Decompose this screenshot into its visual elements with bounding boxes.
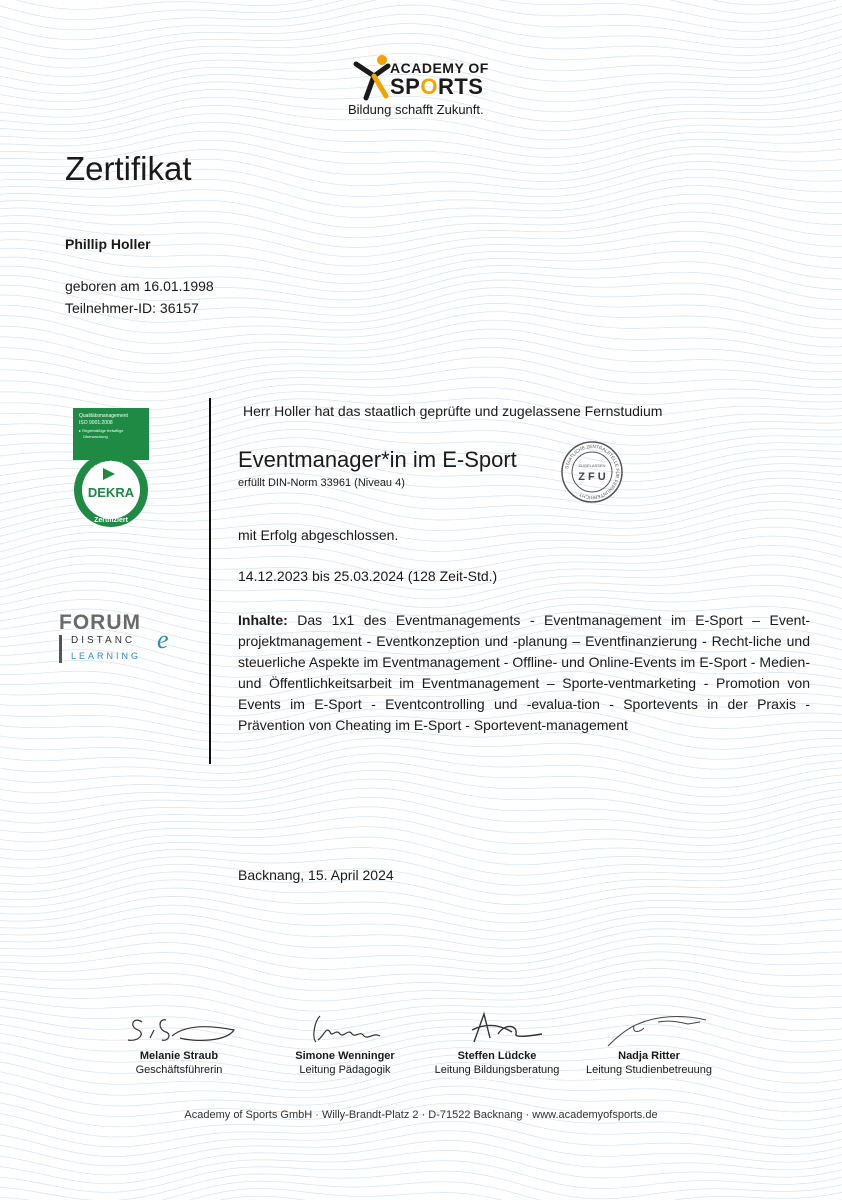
wave-line: [0, 1131, 842, 1166]
dekra-monitoring-label: ▸ Regelmäßige freiwillige: [79, 428, 124, 433]
handwritten-signature: [432, 1008, 562, 1048]
signature-block: [422, 1008, 572, 1076]
wave-line: [0, 738, 842, 769]
signatory-name: Steffen Lüdcke: [457, 1050, 537, 1062]
dekra-brand-text: DEKRA: [87, 485, 135, 500]
recipient-birthdate: geboren am 16.01.1998: [65, 278, 214, 294]
handwritten-signature: [114, 1008, 244, 1048]
signatory-role: Leitung Studienbetreuung: [586, 1064, 712, 1076]
logo-sports-part1: SP: [390, 74, 421, 99]
wave-line: [0, 348, 842, 383]
forum-learning-text: LEARNING: [71, 651, 142, 661]
wave-line: [0, 779, 842, 814]
success-text: mit Erfolg abgeschlossen.: [238, 527, 399, 543]
logo-sports-o: O: [420, 74, 438, 99]
forum-text: FORUM: [59, 611, 141, 634]
logo-line-academy: ACADEMY OF: [390, 60, 489, 76]
course-period: 14.12.2023 bis 25.03.2024 (128 Zeit-Std.): [238, 568, 498, 584]
wave-line: [0, 186, 842, 218]
forum-bar: [59, 635, 62, 663]
wave-line: [0, 1140, 842, 1175]
zfu-stamp-icon: [560, 440, 624, 504]
wave-line: [0, 1181, 842, 1200]
wave-line: [0, 0, 842, 5]
wave-line: [0, 194, 842, 228]
zfu-ring-text: STAATLICHE ZENTRALSTELLE FÜR FERNUNTERRICHT: [564, 443, 621, 501]
wave-line: [0, 914, 842, 948]
signatory-name: Nadja Ritter: [618, 1050, 680, 1062]
signature-block: [574, 1008, 724, 1076]
handwritten-signature: [584, 1008, 714, 1048]
wave-line: [0, 0, 842, 14]
signature-block: [270, 1008, 420, 1076]
logo-line-sports: [390, 74, 483, 100]
dekra-certified-text: Zertifiziert: [94, 517, 128, 524]
signatory-name: Simone Wenninger: [295, 1050, 395, 1062]
course-name: Eventmanager*in im E-Sport: [238, 447, 517, 472]
dekra-ring-text: DEKRA Certificate: [89, 459, 133, 474]
certificate-title: Zertifikat: [65, 150, 192, 187]
dekra-quality-label: Qualitätsmanagement: [79, 413, 128, 419]
wave-line: [0, 834, 842, 868]
signatory-role: Leitung Pädagogik: [299, 1064, 391, 1076]
dekra-certification-seal: [73, 408, 149, 532]
zfu-letters: Z F U: [578, 471, 606, 483]
dekra-monitoring-label-2: Überwachung: [83, 434, 108, 439]
wave-line: [0, 923, 842, 956]
din-norm-text: erfüllt DIN-Norm 33961 (Niveau 4): [238, 477, 405, 489]
signatory-role: Geschäftsführerin: [135, 1064, 223, 1076]
wave-line: [0, 536, 842, 571]
course-contents: [238, 610, 810, 736]
wave-line: [0, 817, 842, 851]
wave-line: [0, 329, 842, 364]
contents-text: Das 1x1 des Eventmanagements - Eventmanagement im E-Sport – Event-projektmanagement - Eventkonzeption und -planung – Eventfinanzierung - Recht-liche und steuerliche Aspekte im Eventmanagement - Offline- und Online-Events im E-Sport - Medien- und Öffentlichkeitsarbeit im Eventmanagement – Sporte-ventmarketing - Promotion von Events im E-Sport - Eventcontrolling und -evalua-tion - Sportevents in der Praxis - Prävention von Cheating im E-Sport - Sportevent-management: [238, 612, 810, 733]
signatory-role: Leitung Bildungsberatung: [434, 1064, 560, 1076]
logo-sports-part2: RTS: [437, 74, 484, 99]
academy-of-sports-logo: [340, 52, 510, 122]
wave-line: [0, 0, 842, 23]
wave-line: [0, 826, 842, 860]
zfu-approved-text: ZUGELASSEN: [578, 463, 606, 468]
wave-line: [0, 203, 842, 238]
wave-line: [0, 754, 842, 788]
wave-line: [0, 869, 842, 904]
handwritten-signature: [280, 1008, 410, 1048]
wave-line: [0, 746, 842, 779]
wave-line: [0, 905, 842, 940]
wave-line: [0, 797, 842, 832]
forum-distance-text: DISTANC: [71, 635, 136, 646]
course-intro-text: Herr Holler hat das staatlich geprüfte und zugelassene Fernstudium: [243, 403, 663, 419]
wave-line: [0, 1171, 842, 1200]
contents-label: Inhalte:: [238, 612, 288, 628]
wave-line: [0, 1189, 842, 1200]
recipient-name: Phillip Holler: [65, 236, 151, 252]
signatory-name: Melanie Straub: [139, 1050, 219, 1062]
vertical-divider: [209, 398, 211, 764]
wave-line: [0, 320, 842, 355]
recipient-participant-id: Teilnehmer-ID: 36157: [65, 300, 199, 316]
forum-e-letter: e: [157, 625, 169, 654]
place-and-date: Backnang, 15. April 2024: [238, 867, 394, 883]
logo-tagline: Bildung schafft Zukunft.: [348, 102, 484, 117]
dekra-iso-label: ISO 9001:2008: [79, 420, 113, 426]
footer-address: Academy of Sports GmbH · Willy-Brandt-Platz 2 · D-71522 Backnang · www.academyofsports.de: [184, 1109, 658, 1121]
dekra-seal-badge: [73, 444, 149, 532]
zfu-approval-seal: [560, 440, 624, 504]
signature-block: [104, 1008, 254, 1076]
wave-line: [0, 338, 842, 373]
forum-distance-learning-logo: [57, 583, 179, 675]
wave-line: [0, 879, 842, 914]
wave-line: [0, 860, 842, 895]
